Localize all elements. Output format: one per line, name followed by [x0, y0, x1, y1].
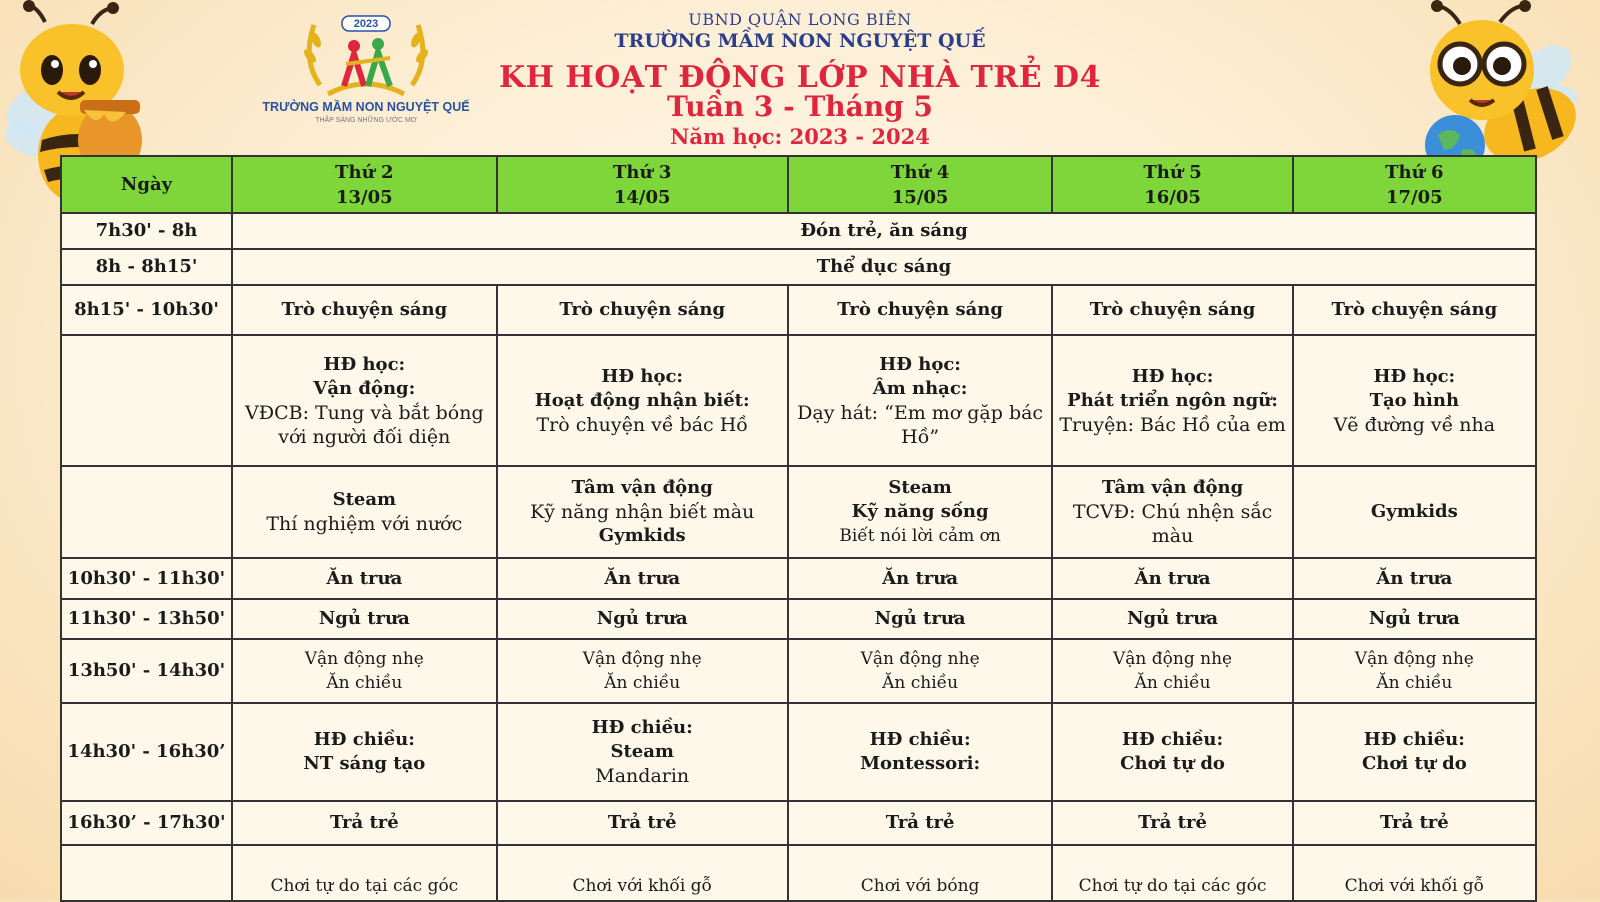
- cell-line: Tạo hình: [1369, 389, 1460, 411]
- cell-line: Ăn chiều: [882, 673, 959, 693]
- activity-cell: [1052, 335, 1292, 466]
- activity-cell: [232, 703, 497, 801]
- cell-line: Mandarin: [595, 765, 690, 787]
- cell-line: TCVĐ: Chú nhện sắc màu: [1072, 501, 1273, 547]
- table-row: [61, 639, 1536, 703]
- activity-cell: Ngủ trưa: [232, 599, 497, 639]
- activity-cell: Chơi với bóng: [788, 845, 1053, 901]
- day-name: Thứ 3: [613, 161, 672, 183]
- activity-cell: Ăn trưa: [788, 558, 1053, 599]
- time-slot: [61, 845, 232, 901]
- activity-cell: Ngủ trưa: [788, 599, 1053, 639]
- activity-cell: Trò chuyện sáng: [1293, 285, 1536, 335]
- time-slot: 10h30' - 11h30': [61, 558, 232, 599]
- cell-line: HĐ chiều:: [869, 729, 971, 750]
- activity-cell: Trò chuyện sáng: [1052, 285, 1292, 335]
- day-header: [497, 156, 788, 213]
- cell-line: HĐ học:: [601, 365, 684, 387]
- logo-year: 2023: [353, 18, 379, 30]
- table-row: [61, 845, 1536, 901]
- time-slot: 7h30' - 8h: [61, 213, 232, 249]
- time-slot: [61, 466, 232, 558]
- table-row: [61, 335, 1536, 466]
- activity-cell: Ngủ trưa: [1052, 599, 1292, 639]
- activity-cell: Ngủ trưa: [1293, 599, 1536, 639]
- day-date: 13/05: [335, 186, 393, 208]
- logo-school-name: TRƯỜNG MẦM NON NGUYỆT QUẾ: [262, 100, 470, 114]
- activity-cell: Trả trẻ: [1293, 801, 1536, 845]
- cell-line: Tâm vận động: [571, 477, 713, 498]
- cell-line: Vận động nhẹ: [304, 649, 424, 669]
- day-name: Thứ 5: [1143, 161, 1202, 183]
- cell-line: Steam: [888, 477, 952, 498]
- table-row: [61, 285, 1536, 335]
- time-slot: [61, 335, 232, 466]
- activity-cell: [788, 335, 1053, 466]
- cell-line: Trò chuyện về bác Hồ: [536, 413, 748, 436]
- cell-line: Gymkids: [598, 525, 686, 546]
- day-header: [232, 156, 497, 213]
- cell-line: HĐ chiều:: [591, 717, 693, 738]
- activity-cell: [1052, 703, 1292, 801]
- cell-line: VĐCB: Tung và bắt bóng với người đối diện: [245, 401, 484, 448]
- day-date: 14/05: [613, 186, 671, 208]
- table-row: [61, 213, 1536, 249]
- activity-cell: Đón trẻ, ăn sáng: [232, 213, 1536, 249]
- cell-line: HĐ chiều:: [313, 729, 415, 750]
- cell-line: Vận động nhẹ: [860, 649, 980, 669]
- cell-line: NT sáng tạo: [303, 753, 426, 774]
- activity-cell: Ngủ trưa: [497, 599, 788, 639]
- cell-line: Vẽ đường về nha: [1333, 413, 1496, 436]
- day-date: 15/05: [891, 186, 949, 208]
- cell-line: Chơi tự do: [1120, 753, 1225, 774]
- table-header-row: [61, 156, 1536, 213]
- cell-line: Biết nói lời cảm ơn: [839, 526, 1001, 546]
- table-row: [61, 801, 1536, 845]
- table-row: [61, 558, 1536, 599]
- cell-line: HĐ học:: [879, 353, 961, 375]
- cell-line: Phát triển ngôn ngữ:: [1067, 389, 1278, 411]
- table-row: [61, 703, 1536, 801]
- cell-line: HĐ học:: [1131, 365, 1214, 387]
- cell-line: Steam: [610, 741, 674, 762]
- activity-cell: [1052, 466, 1292, 558]
- day-name: Thứ 2: [335, 161, 394, 183]
- school-year: Năm học: 2023 - 2024: [670, 124, 930, 149]
- activity-cell: [232, 639, 497, 703]
- activity-cell: [788, 466, 1053, 558]
- table-row: [61, 249, 1536, 285]
- day-name: Thứ 6: [1385, 161, 1444, 183]
- activity-cell: [1293, 639, 1536, 703]
- time-slot: 16h30’ - 17h30': [61, 801, 232, 845]
- cell-line: Vận động nhẹ: [1113, 649, 1233, 669]
- day-header: [1293, 156, 1536, 213]
- cell-line: Âm nhạc:: [872, 377, 968, 399]
- activity-cell: Chơi tự do tại các góc: [1052, 845, 1292, 901]
- activity-cell: [1293, 703, 1536, 801]
- cell-line: Montessori:: [860, 753, 981, 774]
- cell-line: Truyện: Bác Hồ của em: [1059, 413, 1286, 436]
- cell-line: Chơi tự do: [1361, 753, 1467, 774]
- cell-line: Ăn chiều: [326, 673, 403, 693]
- activity-cell: Trò chuyện sáng: [497, 285, 788, 335]
- district-name: UBND QUẬN LONG BIÊN: [688, 10, 912, 29]
- activity-cell: Trả trẻ: [497, 801, 788, 845]
- activity-cell: Ăn trưa: [497, 558, 788, 599]
- cell-line: Vận động:: [313, 377, 416, 399]
- cell-line: Kỹ năng nhận biết màu: [530, 501, 755, 523]
- time-slot: 11h30' - 13h50': [61, 599, 232, 639]
- activity-cell: [1293, 335, 1536, 466]
- time-slot: 14h30' - 16h30’: [61, 703, 232, 801]
- activity-cell: [232, 466, 497, 558]
- page-title: KH HOẠT ĐỘNG LỚP NHÀ TRẺ D4: [499, 60, 1101, 95]
- activity-cell: Trả trẻ: [232, 801, 497, 845]
- activity-cell: Trò chuyện sáng: [232, 285, 497, 335]
- activity-cell: Trả trẻ: [788, 801, 1053, 845]
- cell-line: Gymkids: [1370, 501, 1458, 522]
- activity-cell: Chơi với khối gỗ: [497, 845, 788, 901]
- activity-cell: [788, 703, 1053, 801]
- cell-line: Ăn chiều: [1376, 673, 1453, 693]
- cell-line: Ăn chiều: [604, 673, 681, 693]
- day-date: 17/05: [1386, 186, 1443, 208]
- activity-cell: [1052, 639, 1292, 703]
- day-name: Thứ 4: [890, 161, 950, 183]
- activity-cell: [497, 639, 788, 703]
- activity-cell: [497, 466, 788, 558]
- cell-line: HĐ chiều:: [1363, 729, 1465, 750]
- school-name: TRƯỜNG MẦM NON NGUYỆT QUẾ: [614, 30, 986, 52]
- activity-cell: [788, 639, 1053, 703]
- activity-cell: Chơi với khối gỗ: [1293, 845, 1536, 901]
- day-header: [1052, 156, 1292, 213]
- activity-cell: Chơi tự do tại các góc: [232, 845, 497, 901]
- table-row: [61, 466, 1536, 558]
- time-slot: 8h15' - 10h30': [61, 285, 232, 335]
- activity-cell: [497, 703, 788, 801]
- activity-cell: [1293, 466, 1536, 558]
- day-header: [788, 156, 1053, 213]
- activity-cell: Ăn trưa: [232, 558, 497, 599]
- schedule-table: [60, 155, 1537, 902]
- cell-line: HĐ học:: [323, 353, 406, 375]
- cell-line: Hoạt động nhận biết:: [534, 389, 750, 411]
- cell-line: Ăn chiều: [1134, 673, 1211, 693]
- activity-cell: Ăn trưa: [1052, 558, 1292, 599]
- cell-line: Steam: [332, 489, 397, 510]
- cell-line: HĐ chiều:: [1122, 729, 1224, 750]
- week-subtitle: Tuần 3 - Tháng 5: [667, 90, 933, 123]
- cell-line: Thí nghiệm với nước: [266, 513, 463, 535]
- time-slot: 8h - 8h15': [61, 249, 232, 285]
- activity-cell: Thể dục sáng: [232, 249, 1536, 285]
- activity-cell: Ăn trưa: [1293, 558, 1536, 599]
- corner-label: Ngày: [61, 156, 232, 213]
- cell-line: Kỹ năng sống: [851, 501, 989, 522]
- day-date: 16/05: [1144, 186, 1201, 208]
- cell-line: Tâm vận động: [1101, 477, 1244, 498]
- activity-cell: Trò chuyện sáng: [788, 285, 1053, 335]
- cell-line: Vận động nhẹ: [1354, 649, 1474, 669]
- time-slot: 13h50' - 14h30': [61, 639, 232, 703]
- cell-line: Vận động nhẹ: [582, 649, 702, 669]
- activity-cell: [232, 335, 497, 466]
- cell-line: HĐ học:: [1373, 365, 1456, 387]
- activity-cell: [497, 335, 788, 466]
- cell-line: Dạy hát: “Em mơ gặp bác Hồ”: [797, 401, 1044, 448]
- activity-cell: Trả trẻ: [1052, 801, 1292, 845]
- table-row: [61, 599, 1536, 639]
- logo-slogan: THẮP SÁNG NHỮNG ƯỚC MƠ: [315, 117, 417, 124]
